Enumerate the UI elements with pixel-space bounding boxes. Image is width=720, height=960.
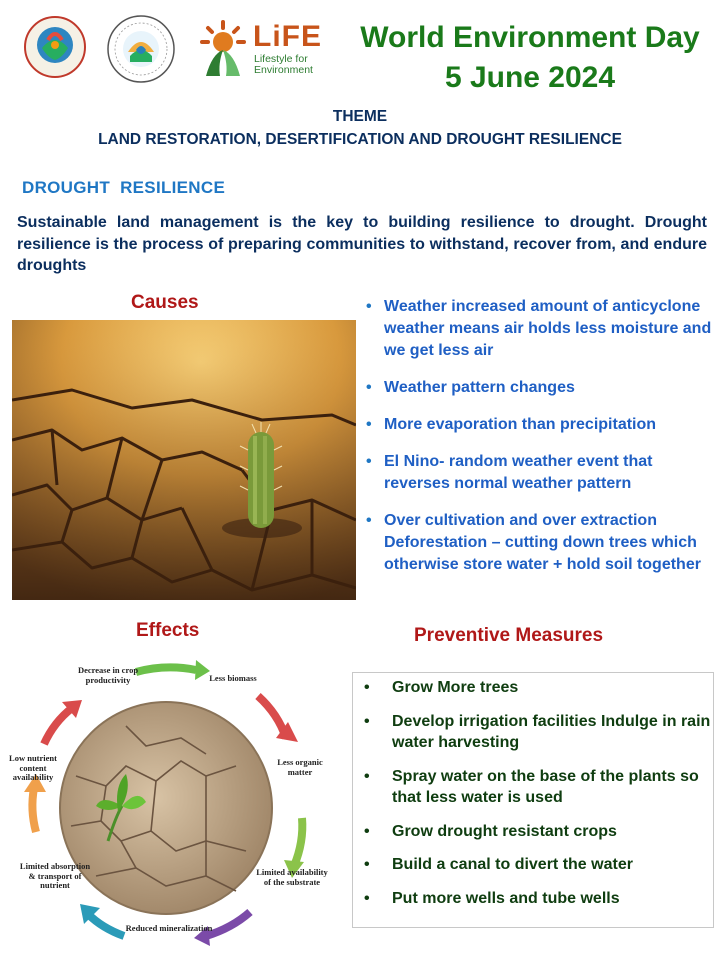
- title-line-2: 5 June 2024: [444, 61, 616, 94]
- nature-protects-logo: [22, 14, 88, 80]
- list-item: • Grow drought resistant crops: [362, 821, 714, 843]
- theme-label: THEME: [332, 108, 388, 125]
- list-item: • Over cultivation and over extraction Deforestation – cutting down trees which otherwise store water + hold soil together: [364, 510, 714, 576]
- measures-heading: Preventive Measures: [414, 625, 604, 646]
- cycle-label: Less biomass: [209, 673, 257, 683]
- list-item: • Weather pattern changes: [364, 377, 714, 399]
- list-item: • Spray water on the base of the plants so that less water is used: [362, 766, 714, 809]
- effects-heading: Effects: [136, 620, 200, 641]
- life-tagline: [254, 54, 313, 76]
- cycle-label: Limited availability of the substrate: [256, 867, 328, 887]
- ministry-emblem-logo: [106, 14, 176, 84]
- title-line-1: World Environment Day: [360, 21, 700, 54]
- life-logo: [198, 20, 328, 80]
- list-item: • Build a canal to divert the water: [362, 854, 714, 876]
- cracked-earth-cactus-image: [12, 320, 356, 600]
- list-item: • Develop irrigation facilities Indulge in rain water harvesting: [362, 711, 714, 754]
- intro-paragraph: Sustainable land management is the key to building resilience to drought. Drought resilience is the process of preparing communities to withstand, recover from, and endure droughts: [17, 214, 707, 274]
- list-item: • More evaporation than precipitation: [364, 414, 714, 436]
- section-heading: DROUGHT RESILIENCE: [22, 178, 226, 197]
- cycle-label: Limited absorption & transport of nutrient: [19, 861, 91, 890]
- list-item: • Weather increased amount of anticyclone weather means air holds less moisture and we get less air: [364, 296, 714, 362]
- list-item: • El Nino- random weather event that reverses normal weather pattern: [364, 451, 714, 495]
- list-item: • Put more wells and tube wells: [362, 888, 714, 910]
- page-title: [340, 18, 720, 98]
- theme-text: LAND RESTORATION, DESERTIFICATION AND DROUGHT RESILIENCE: [98, 131, 622, 148]
- measures-list: [362, 677, 714, 921]
- cycle-label: Decrease in crop productivity: [77, 665, 139, 685]
- life-tagline-line1: Lifestyle for: [254, 53, 308, 65]
- cycle-label: Reduced mineralization: [125, 923, 213, 933]
- causes-heading: Causes: [131, 292, 199, 313]
- effects-cycle-diagram: [6, 646, 346, 952]
- cycle-label: Low nutrient content availability: [9, 753, 57, 782]
- causes-list: [364, 296, 714, 591]
- list-item: • Grow More trees: [362, 677, 714, 699]
- life-wordmark: LiFE: [253, 20, 322, 53]
- life-tagline-line2: Environment: [254, 64, 313, 76]
- cycle-label: Less organic matter: [277, 757, 323, 777]
